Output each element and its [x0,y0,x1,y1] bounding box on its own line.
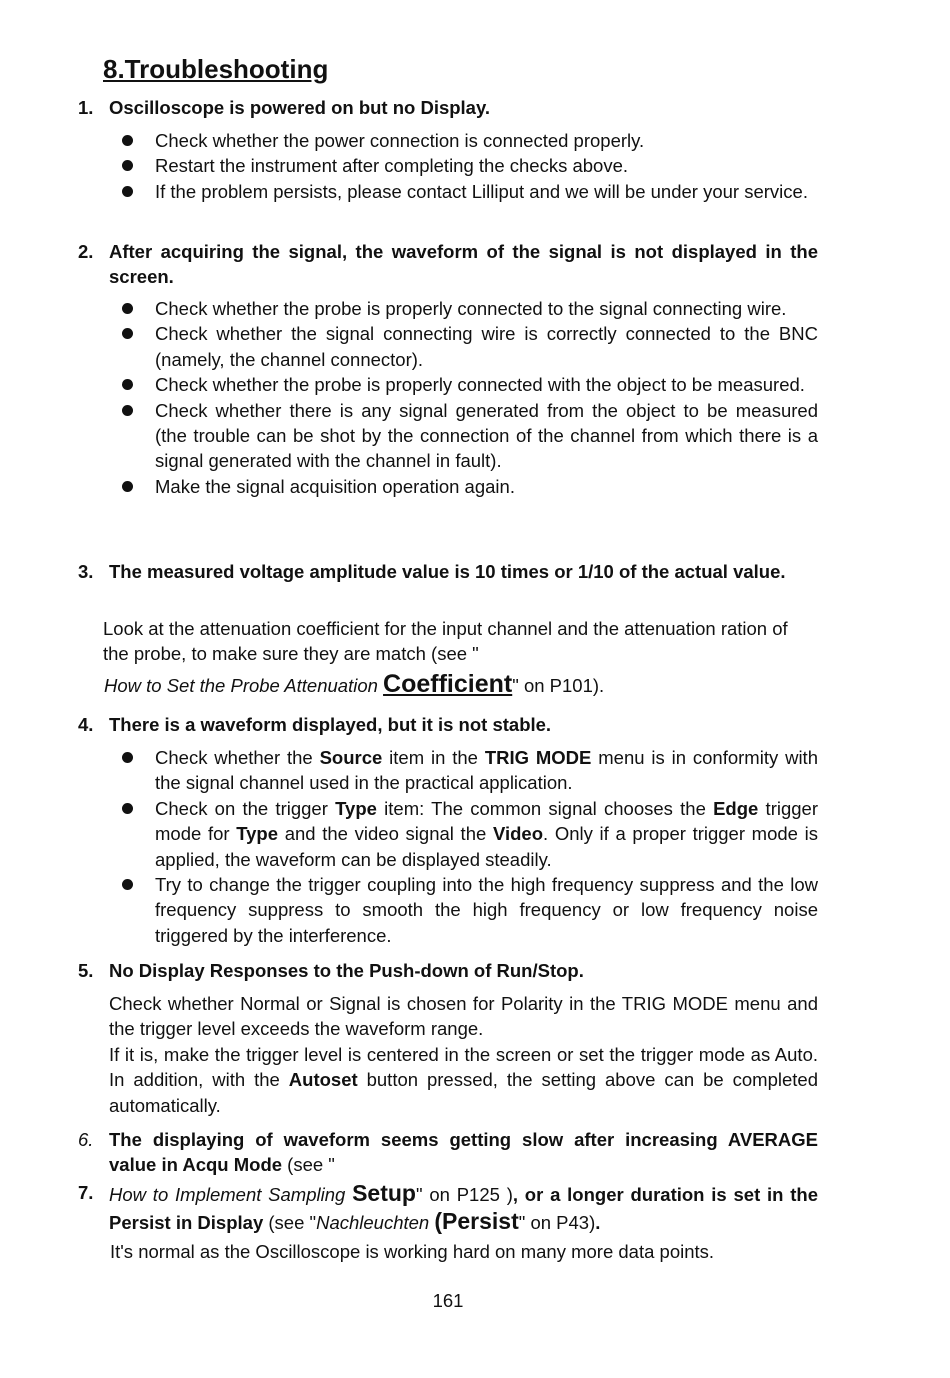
bullet-icon [122,803,133,814]
reference-link[interactable]: Setup [352,1180,416,1206]
section-1-bullets [110,128,818,204]
section-4-bullets [110,745,818,948]
list-item: Try to change the trigger coupling into the high frequency suppress and the low frequency suppress to smooth the high frequency or low frequency noise triggered by the interference. [110,872,818,948]
list-item: Check whether the signal connecting wire is correctly connected to the BNC (namely, the channel connector). [110,321,818,372]
section-2-heading: 2. After acquiring the signal, the waveform of the signal is not displayed in the screen. [78,241,818,287]
section-6-heading: 6. The displaying of waveform seems getting slow after increasing AVERAGE value in Acqu Mode (see " [78,1129,818,1175]
bullet-icon [122,186,133,197]
reference-link[interactable]: (Persist [434,1208,519,1234]
section-5-heading: 5. No Display Responses to the Push-down of Run/Stop. [78,960,584,981]
section-4-heading: 4. There is a waveform displayed, but it is not stable. [78,714,552,735]
list-item: Check whether there is any signal generated from the object to be measured (the trouble can be shot by the connection of the channel from which there is a signal generated with the channel in fault). [110,398,818,474]
bullet-icon [122,481,133,492]
list-item: Restart the instrument after completing the checks above. [110,153,818,178]
bullet-icon [122,879,133,890]
bullet-icon [122,405,133,416]
bullet-icon [122,160,133,171]
bullet-icon [122,379,133,390]
section-7-paragraph: It's normal as the Oscilloscope is working hard on many more data points. [110,1241,715,1262]
bullet-icon [122,135,133,146]
section-7-heading: 7. How to Implement Sampling Setup" on P125 ), or a longer duration is set in the Persist in Display (see "Nachleuchten (Persist" on P43). [78,1180,818,1234]
list-item: Check whether the Source item in the TRIG MODE menu is in conformity with the signal channel used in the practical application. [110,745,818,796]
bullet-icon [122,752,133,763]
bullet-icon [122,328,133,339]
list-item: Make the signal acquisition operation again. [110,474,818,499]
section-2-bullets [110,296,818,499]
list-item: Check whether the probe is properly connected with the object to be measured. [110,372,818,397]
list-item: Check whether the power connection is connected properly. [110,128,818,153]
section-3-reference: How to Set the Probe Attenuation Coefficient" on P101). [104,670,605,698]
section-1-heading: 1. Oscilloscope is powered on but no Display. [78,97,491,118]
section-3-heading: 3. The measured voltage amplitude value is 10 times or 1/10 of the actual value. [78,561,786,582]
section-3-paragraph: Look at the attenuation coefficient for the input channel and the attenuation ration of the probe, to make sure they are match (see " [103,618,788,665]
list-item: If the problem persists, please contact Lilliput and we will be under your service. [110,179,818,204]
bullet-icon [122,303,133,314]
section-5-paragraph: Check whether Normal or Signal is chosen for Polarity in the TRIG MODE menu and the trigger level exceeds the waveform range. If it is, make the trigger level is centered in the screen or set the trigger mode as Auto. In addition, with the Autoset button pressed, the setting above can be completed automatically. [109,993,818,1116]
page-number: 161 [432,1290,464,1311]
list-item: Check on the trigger Type item: The common signal chooses the Edge trigger mode for Type and the video signal the Video. Only if a proper trigger mode is applied, the waveform can be displayed steadily. [110,796,818,872]
list-item: Check whether the probe is properly connected to the signal connecting wire. [110,296,818,321]
reference-link[interactable]: Coefficient [383,670,513,698]
page-title: 8.Troubleshooting [103,54,329,84]
